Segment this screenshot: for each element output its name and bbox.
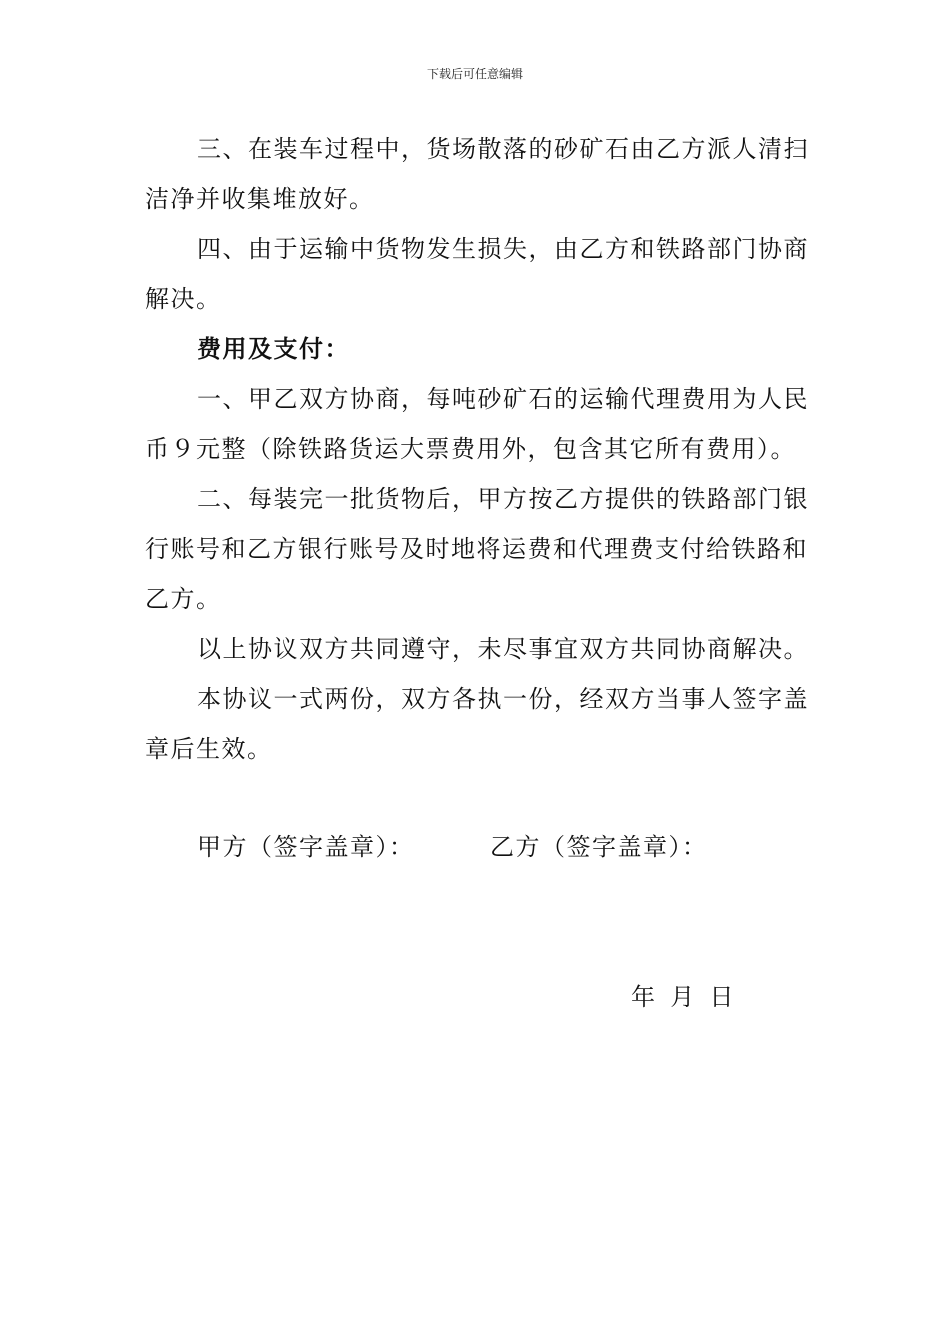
agreement-copies: 本协议一式两份，双方各执一份，经双方当事人签字盖章后生效。 [145, 685, 809, 763]
party-b-signature-label: 乙方（签字盖章）： [490, 833, 708, 861]
clause-four: 四、由于运输中货物发生损失，由乙方和铁路部门协商解决。 [145, 235, 809, 313]
party-a-signature-label: 甲方（签字盖章）： [197, 833, 415, 861]
fee-clause-two: 二、每装完一批货物后，甲方按乙方提供的铁路部门银行账号和乙方银行账号及时地将运费和代理费支付给铁路和乙方。 [145, 485, 809, 613]
agreement-compliance: 以上协议双方共同遵守，未尽事宜双方共同协商解决。 [197, 635, 809, 663]
fee-clause-one: 一、甲乙双方协商，每吨砂矿石的运输代理费用为人民币９元整（除铁路货运大票费用外，包含其它所有费用）。 [145, 385, 809, 463]
clause-three: 三、在装车过程中，货场散落的砂矿石由乙方派人清扫洁净并收集堆放好。 [145, 135, 809, 213]
page-header-note: 下载后可任意编辑 [426, 67, 523, 81]
date-line: 年 月 日 [631, 983, 734, 1011]
section-heading-fees: 费用及支付： [197, 334, 350, 363]
